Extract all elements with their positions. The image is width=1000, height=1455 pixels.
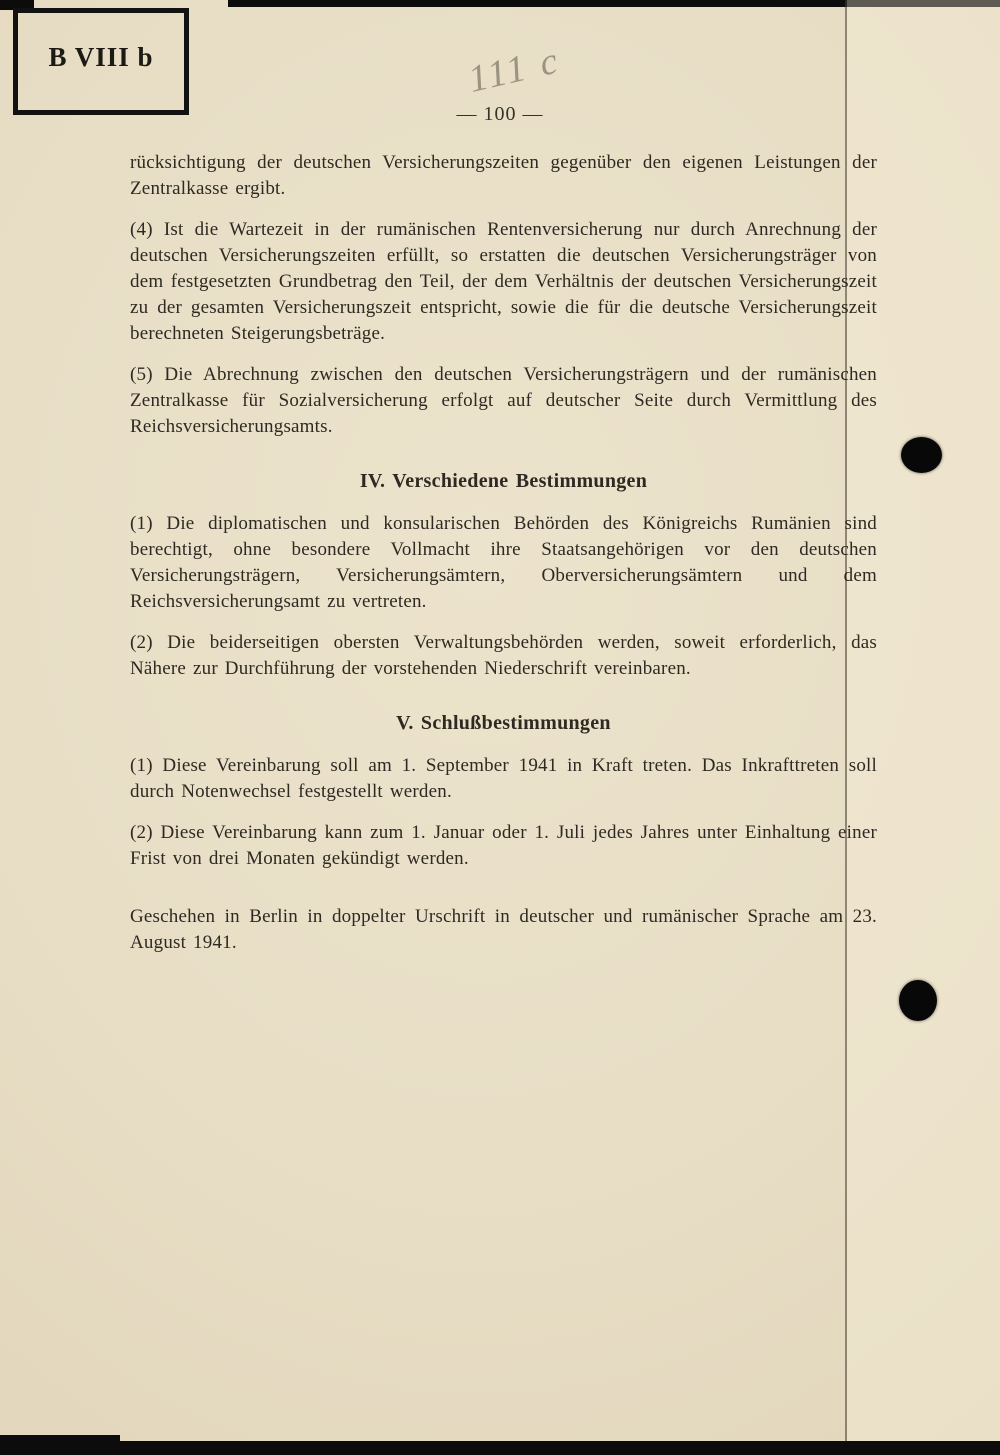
- paragraph-4: (4) Ist die Wartezeit in der rumänischen Rentenversicherung nur durch Anrechnung der deutschen Versicherungszeiten erfüllt, so erstatten die deutschen Versicherungsträger von dem festgesetzten Grundbetrag den Teil, der dem Verhältnis der deutschen Versicherungszeit zu der gesamten Versicherungszeit entspricht, sowie die für die deutsche Versicherungszeit berechneten Steigerungsbeträge.: [130, 219, 877, 344]
- punch-hole-top: [901, 437, 942, 473]
- section-heading-v: V. Schlußbestimmungen: [396, 712, 611, 734]
- scan-edge-bottom: [0, 1441, 1000, 1455]
- punch-hole-bottom: [899, 980, 937, 1021]
- page-number: — 100 —: [456, 103, 544, 125]
- paragraph-iv-1: (1) Die diplomatischen und konsularischen Behörden des Königreichs Rumänien sind berechtigt, ohne besondere Vollmacht ihre Staatsangehörigen vor den deutschen Versicherungsträgern, Versicherungsämtern, Oberversicherungsämtern und dem Reichsversicherungsamt zu vertreten.: [130, 513, 877, 612]
- paragraph-iv-2: (2) Die beiderseitigen obersten Verwaltungsbehörden werden, soweit erforderlich, das Nähere zur Durchführung der vorstehenden Niederschrift vereinbaren.: [130, 632, 877, 679]
- handwritten-note: 111 c: [464, 39, 565, 101]
- paragraph-continuation: rücksichtigung der deutschen Versicherungszeiten gegenüber den eigenen Leistungen der Zentralkasse ergibt.: [130, 152, 877, 199]
- classification-box: [13, 8, 189, 115]
- classification-label: B VIII b: [48, 42, 154, 72]
- paragraph-5: (5) Die Abrechnung zwischen den deutschen Versicherungsträgern und der rumänischen Zentralkasse für Sozialversicherung erfolgt auf deutscher Seite durch Vermittlung des Reichsversicherungsamts.: [130, 364, 877, 437]
- section-heading-iv: IV. Verschiedene Bestimmungen: [359, 470, 648, 492]
- paragraph-v-1: (1) Diese Vereinbarung soll am 1. September 1941 in Kraft treten. Das Inkrafttreten soll durch Notenwechsel festgestellt werden.: [130, 755, 877, 802]
- paragraph-closing: Geschehen in Berlin in doppelter Urschrift in deutscher und rumänischer Sprache am 23. August 1941.: [130, 906, 877, 953]
- text-column: [130, 150, 877, 971]
- paragraph-v-2: (2) Diese Vereinbarung kann zum 1. Januar oder 1. Juli jedes Jahres unter Einhaltung einer Frist von drei Monaten gekündigt werden.: [130, 822, 877, 869]
